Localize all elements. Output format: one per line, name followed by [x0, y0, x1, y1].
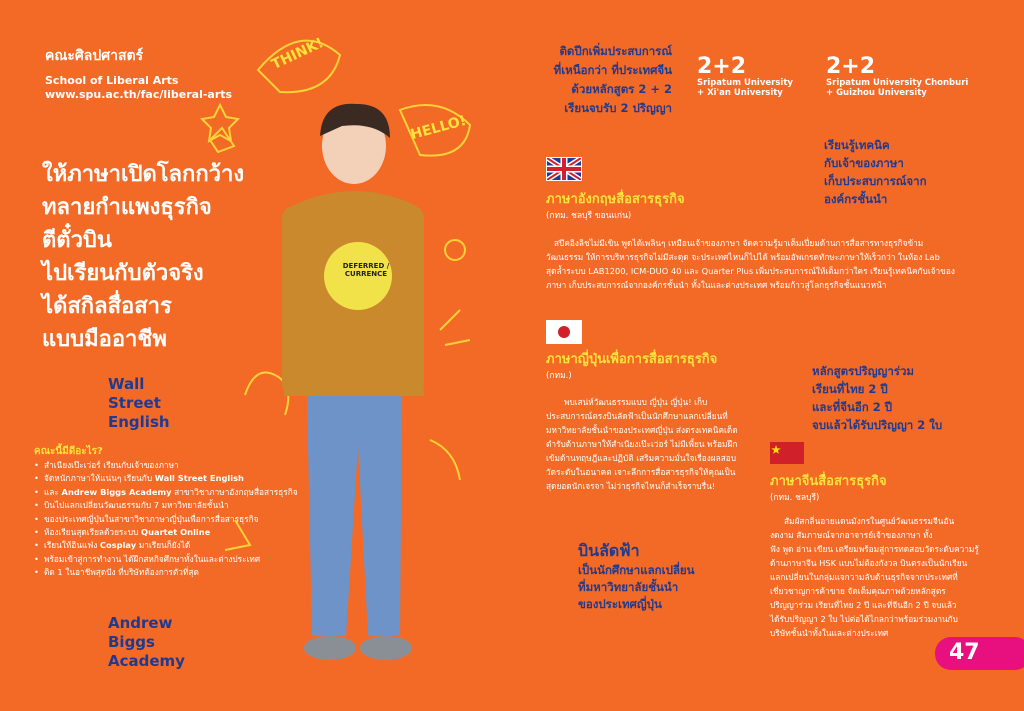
chinese-body: สัมผัสกลิ่นอายแดนมังกรในศูนย์วัฒนธรรมจีนอัน งดงาม สัมภาษณ์จากอาจารย์เจ้าของภาษา ทั้ง ฟัง พูด อ่าน เขียน เตรียมพร้อมสู่การทดสอบวัดระดับความรู้ ด้านภาษาจีน HSK แบบไม่ต้องกังวล บินตรงเป็นนักเรียน แลกเปลี่ยนในกลุ่มแจกวามลับด้านธุรกิจจากประเทศที่ เชี่ยวชาญการค้าขาย จัดเต็มคุณภาพด้วยหลักสูตร ปริญญาร่วม เรียนที่ไทย 2 ปี และที่จีนอีก 2 ปี จบแล้ว ได้รับปริญญา 2 ใบ ไปต่อได้ไกลกว่าพร้อมร่วมงานกับ บริษัทชั้นนำทั้งในและต่างประเทศ [770, 516, 979, 638]
list-item: • จัดหนักภาษาให้แน่นๆ เรียนกับ Wall Street English [34, 472, 334, 485]
list-item: • บินไปแลกเปลี่ยนวัฒนธรรมกับ 7 มหาวิทยาลัยชั้นนำ [34, 499, 334, 512]
faculty-url[interactable]: www.spu.ac.th/fac/liberal-arts [45, 88, 233, 101]
faculty-info [45, 74, 232, 102]
list-item: • ของประเทศญี่ปุ่นในสาขาวิชาภาษาญี่ปุ่นเพื่อการสื่อสารธุรกิจ [34, 513, 334, 526]
japanese-callout: บินลัดฟ้า เป็นนักศึกษาแลกเปลี่ยน ที่มหาวิทยาลัยชั้นนำ ของประเทศญี่ปุ่น [578, 541, 695, 611]
abd-line: Biggs [108, 633, 155, 651]
japanese-body: พบเสน่ห์วัฒนธรรมแบบ ญี่ปุ่น ญี่ปุ่น! เก็บ ประสบการณ์ตรงบินลัดฟ้าเป็นนักศึกษาแลกเปลี่ยนที่ มหาวิทยาลัยชั้นนำของประเทศญี่ปุ่น ส่งตรงเทคนิคเด็ด ตำรับด้านภาษาให้สำเนียงเป๊ะเว่อร์ ไม่มีเพี้ยน พร้อมฝึก เข้มด้านทฤษฎีและปฏิบัติ เสริมความมั่นใจเรื่องผลสอบ วัดระดับในอนาคต เจาะลึกการสื่อสารธุรกิจให้คุณเป็น สุดยอดนักเจรจา ไม่ว่าธุรกิจไหนก็สำเร็จราบรื่น! [546, 397, 738, 491]
university-pair-xian: 2+2 Sripatum University + Xi'an University [697, 54, 793, 98]
list-item: • เรียนให้อินแฟ่ง Cosplay มาเรียนก็ยังได้ [34, 539, 334, 552]
japanese-locations: (กทม.) [546, 371, 572, 381]
headline-line: ให้ภาษาเปิดโลกกว้าง [42, 162, 245, 187]
china-flag-icon [770, 442, 804, 464]
faq-list [34, 459, 334, 580]
english-callout: เรียนรู้เทคนิค กับเจ้าของภาษา เก็บประสบการณ์จาก องค์กรชั้นนำ [824, 138, 927, 206]
shirt-print-text: DEFERRED / CURRENCE [342, 262, 390, 278]
english-section-title: ภาษาอังกฤษสื่อสารธุรกิจ [546, 192, 685, 207]
wse-line: English [108, 413, 170, 431]
list-item: • สำเนียงเป๊ะเว่อร์ เรียนกับเจ้าของภาษา [34, 459, 334, 472]
chinese-callout: หลักสูตรปริญญาร่วม เรียนที่ไทย 2 ปี และที่จีนอีก 2 ปี จบแล้วได้รับปริญญา 2 ใบ [812, 364, 943, 432]
chinese-section-title: ภาษาจีนสื่อสารธุรกิจ [770, 474, 887, 489]
uk-flag-icon [546, 157, 582, 181]
headline-line: ไปเรียนกับตัวจริง [42, 261, 204, 286]
headline-line: ได้สกิลสื่อสาร [42, 294, 172, 319]
english-body: สปีคอิงลิชไม่มีเขิน พูดได้เพลินๆ เหมือนเจ้าของภาษา จัดความรู้มาเต็มเปี่ยมด้านการสื่อสารทางธุรกิจข้าม วัฒนธรรม ให้การบริหารธุรกิจไม่มีสะดุด จะประเทศไหนก็ไปได้ พร้อมอัพเกรดทักษะภาษาให้เร็วกว่า ในห้อง Lab สุดล้ำระบบ LAB1200, ICM-DUO 40 และ Quarter Plus เพิ่มประสบการณ์ให้เต็มกว่าใคร เรียนรู้เทคนิคกับเจ้าของ ภาษา เก็บประสบการณ์จากองค์กรชั้นนำ ทั้งในและต่างประเทศ พร้อมก้าวสู่โลกธุรกิจชั้นแนวหน้า [546, 238, 955, 290]
callout-line: ด้วยหลักสูตร 2 + 2 [571, 82, 672, 96]
list-item: • และ Andrew Biggs Academy สาขาวิชาภาษาอังกฤษสื่อสารธุรกิจ [34, 486, 334, 499]
callout-line: ติดปีกเพิ่มประสบการณ์ [559, 44, 672, 58]
headline-line: แบบมืออาชีพ [42, 327, 167, 352]
university-pair-guizhou: 2+2 Sripatum University Chonburi + Guizhou University [826, 54, 969, 98]
think-doodle-text: THINK! [269, 35, 327, 73]
list-item: • พร้อมเข้าสู่การทำงาน ได้ฝึกสหกิจศึกษาทั้งในและต่างประเทศ [34, 553, 334, 566]
hello-doodle-text: HELLO! [408, 112, 469, 144]
wall-street-english-label [108, 375, 170, 432]
japanese-section-title: ภาษาญี่ปุ่นเพื่อการสื่อสารธุรกิจ [546, 352, 718, 367]
abd-line: Andrew [108, 614, 173, 632]
wse-line: Street [108, 394, 161, 412]
english-locations: (กทม. ชลบุรี ขอนแก่น) [546, 211, 632, 221]
faculty-name-en: School of Liberal Arts [45, 74, 179, 87]
japan-flag-icon [546, 320, 582, 344]
abd-line: Academy [108, 652, 185, 670]
headline [42, 158, 244, 356]
chinese-locations: (กทม. ชลบุรี) [770, 493, 820, 503]
wse-line: Wall [108, 375, 145, 393]
headline-line: ทลายกำแพงธุรกิจ [42, 195, 212, 220]
page-number-badge [935, 637, 1024, 670]
list-item: • ห้องเรียนสุดเรียลด้วยระบบ Quartet Online [34, 526, 334, 539]
callout-line: ที่เหนือกว่า ที่ประเทศจีน [553, 63, 672, 77]
faq-title: คณะนี้มีดีอะไร? [34, 446, 103, 457]
student-photo [262, 96, 442, 671]
page-number: 47 [949, 640, 980, 665]
headline-line: ตีตั๋วบิน [42, 228, 112, 253]
faculty-name-th: คณะศิลปศาสตร์ [45, 48, 144, 64]
callout-line: เรียนจบรับ 2 ปริญญา [564, 101, 672, 115]
list-item: • ติด 1 ในอาชีพสุดปัง ที่บริษัทต้องการตัวที่สุด [34, 566, 334, 579]
program-2plus2-callout [520, 42, 672, 118]
andrew-biggs-label [108, 614, 185, 671]
